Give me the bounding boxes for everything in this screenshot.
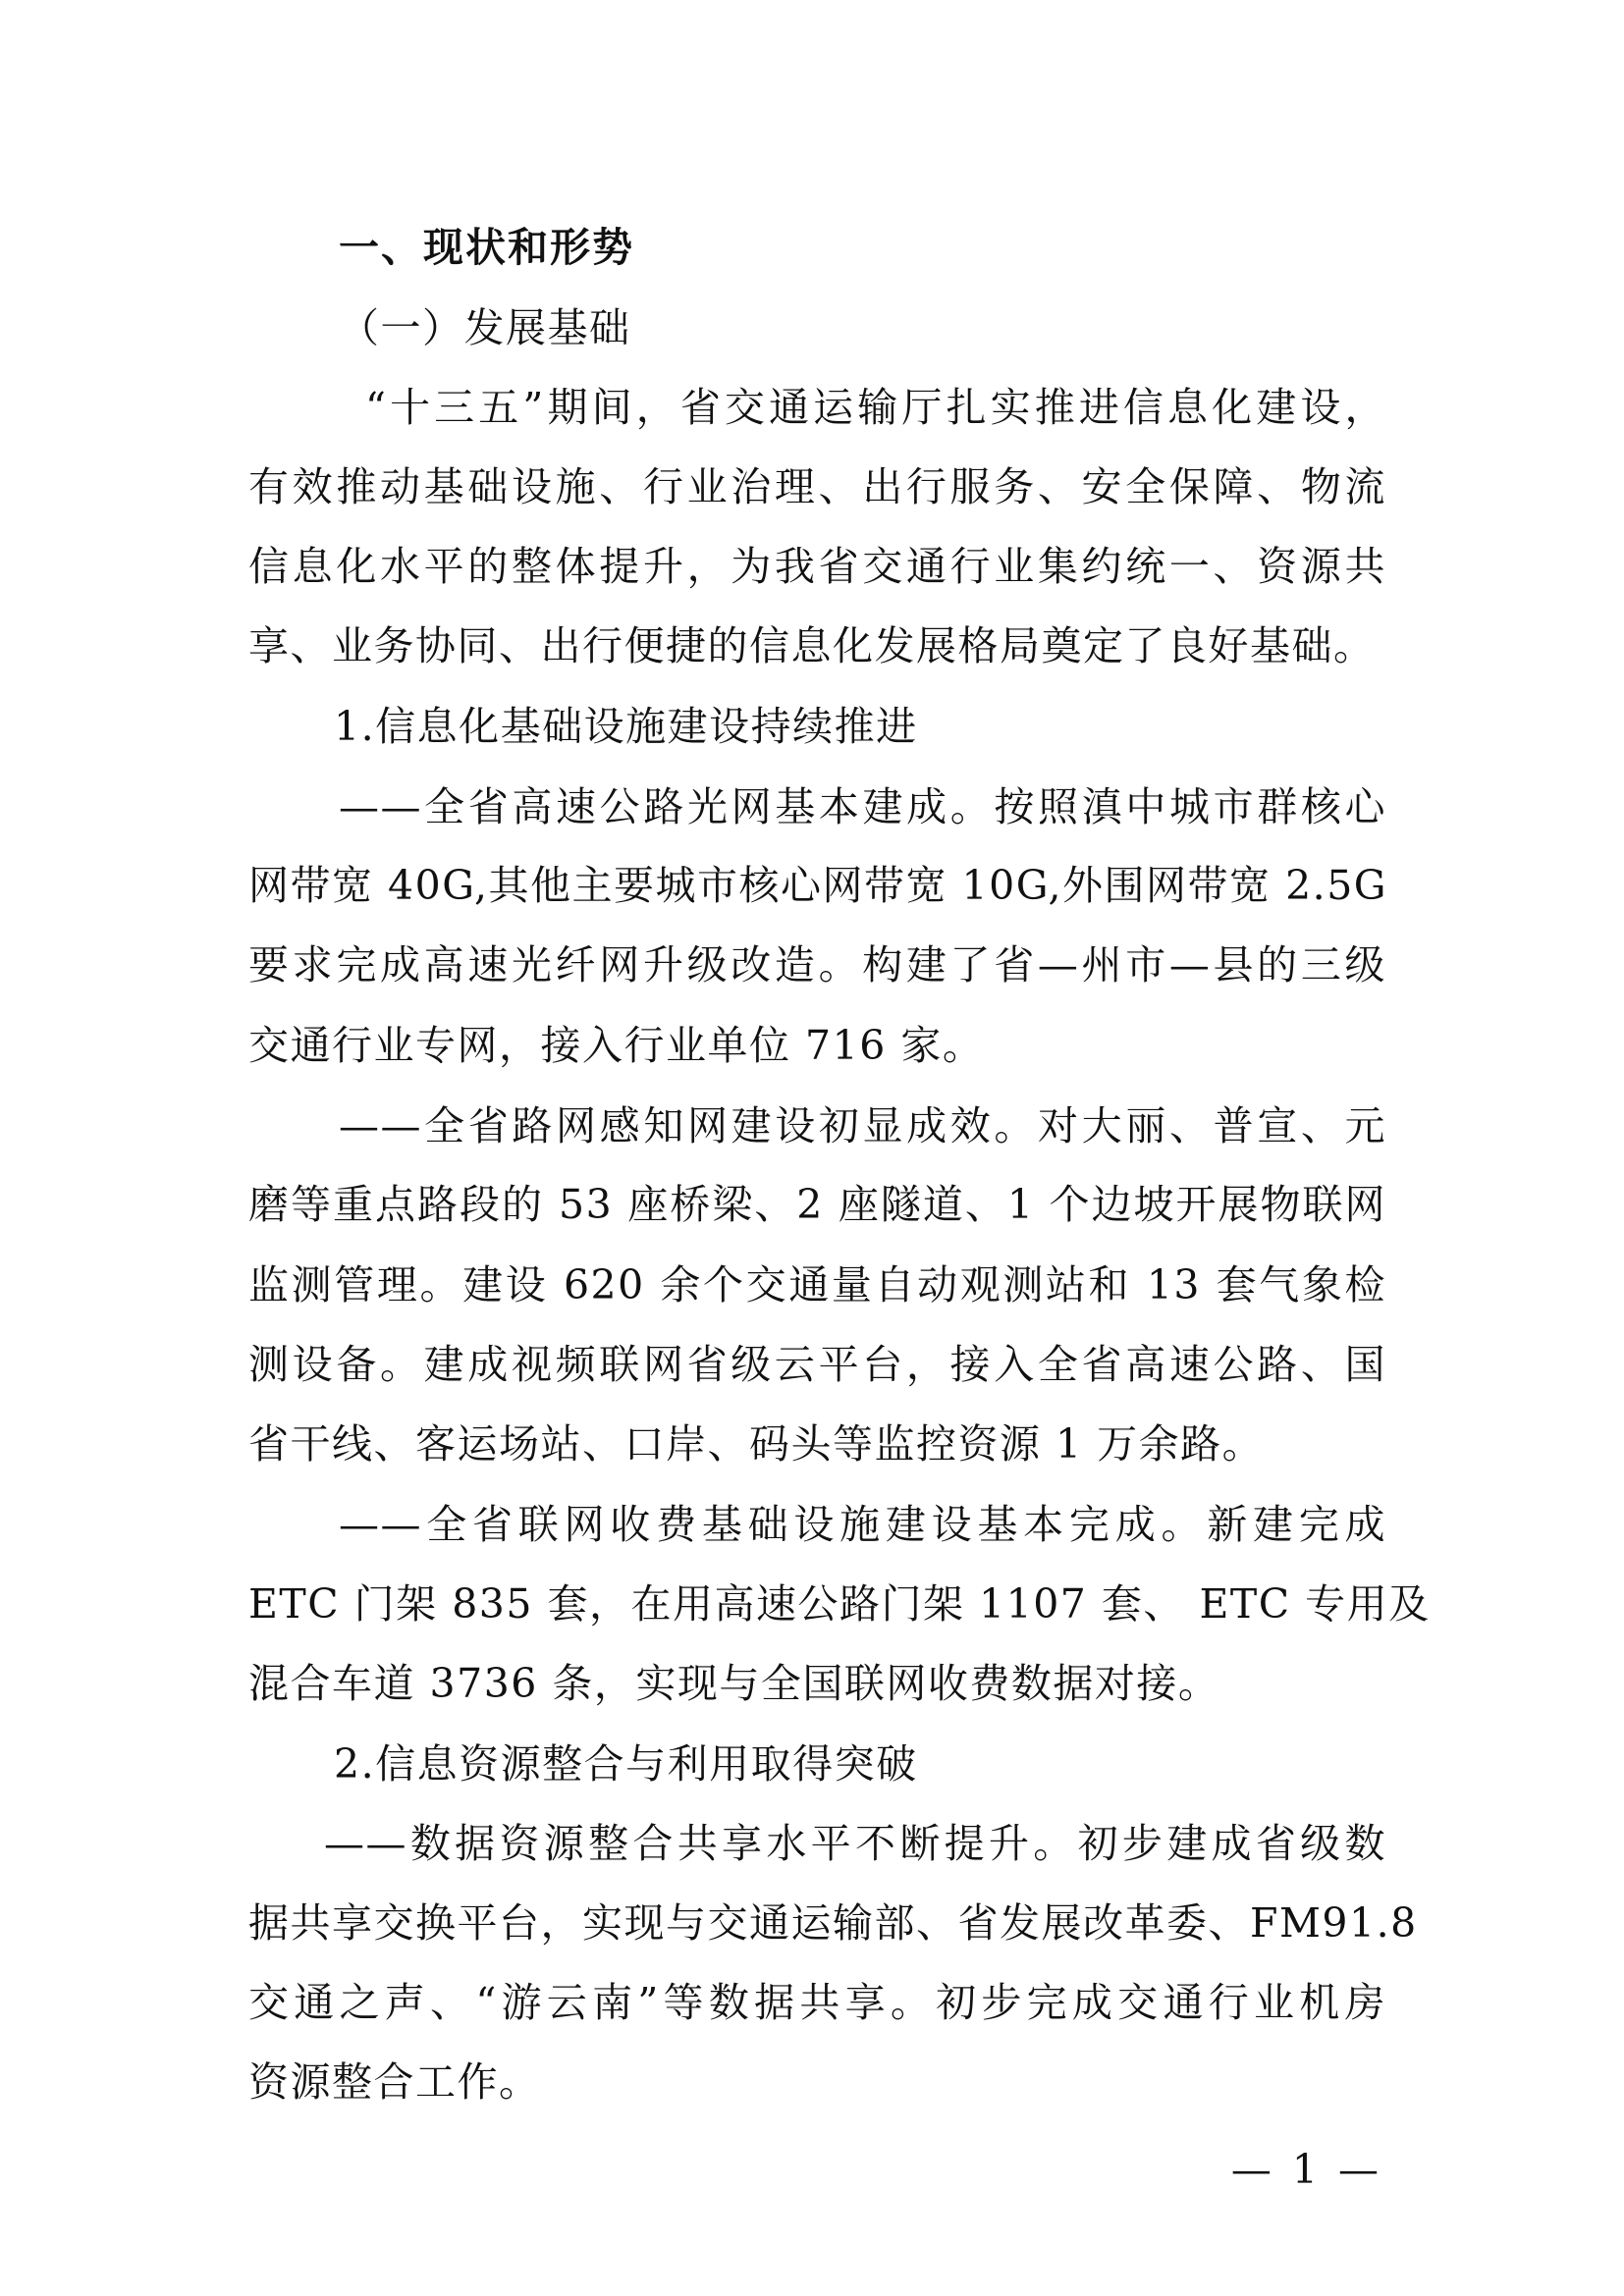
paragraph-line: 磨等重点路段的 53 座桥梁、2 座隧道、1 个边坡开展物联网: [248, 1181, 1386, 1228]
paragraph-line: 混合车道 3736 条，实现与全国联网收费数据对接。: [248, 1660, 1220, 1707]
paragraph-line: ——数据资源整合共享水平不断提升。初步建成省级数: [324, 1820, 1386, 1867]
paragraph-line: 交通之声、“游云南”等数据共享。初步完成交通行业机房: [248, 1979, 1386, 2026]
paragraph-line: ——全省路网感知网建设初显成效。对大丽、普宣、元: [339, 1102, 1386, 1149]
item-heading: 1.信息化基础设施建设持续推进: [334, 703, 918, 750]
paragraph-line: 有效推动基础设施、行业治理、出行服务、安全保障、物流: [248, 463, 1386, 510]
paragraph-line: ——全省联网收费基础设施建设基本完成。新建完成: [339, 1501, 1386, 1548]
paragraph-line: 信息化水平的整体提升，为我省交通行业集约统一、资源共: [248, 543, 1386, 590]
paragraph-line: 网带宽 40G,其他主要城市核心网带宽 10G,外围网带宽 2.5G: [248, 862, 1388, 909]
paragraph-line: ——全省高速公路光网基本建成。按照滇中城市群核心: [339, 783, 1386, 830]
paragraph-line: 据共享交换平台，实现与交通运输部、省发展改革委、FM91.8: [248, 1899, 1418, 1947]
section-heading: 一、现状和形势: [339, 224, 634, 271]
paragraph-line: 交通行业专网，接入行业单位 716 家。: [248, 1022, 985, 1069]
page-number: — 1 —: [1230, 2146, 1382, 2193]
paragraph-line: 资源整合工作。: [248, 2058, 541, 2106]
item-heading: 2.信息资源整合与利用取得突破: [334, 1740, 918, 1788]
paragraph-line: 要求完成高速光纤网升级改造。构建了省—州市—县的三级: [248, 941, 1386, 988]
paragraph-line: “十三五”期间，省交通运输厅扎实推进信息化建设，: [365, 384, 1386, 431]
subsection-heading: （一）发展基础: [339, 304, 631, 351]
paragraph-line: ETC 门架 835 套，在用高速公路门架 1107 套、 ETC 专用及: [248, 1580, 1431, 1628]
paragraph-line: 测设备。建成视频联网省级云平台，接入全省高速公路、国: [248, 1341, 1386, 1388]
paragraph-line: 监测管理。建设 620 余个交通量自动观测站和 13 套气象检: [248, 1261, 1386, 1308]
paragraph-line: 省干线、客运场站、口岸、码头等监控资源 1 万余路。: [248, 1420, 1265, 1468]
paragraph-line: 享、业务协同、出行便捷的信息化发展格局奠定了良好基础。: [248, 622, 1376, 669]
